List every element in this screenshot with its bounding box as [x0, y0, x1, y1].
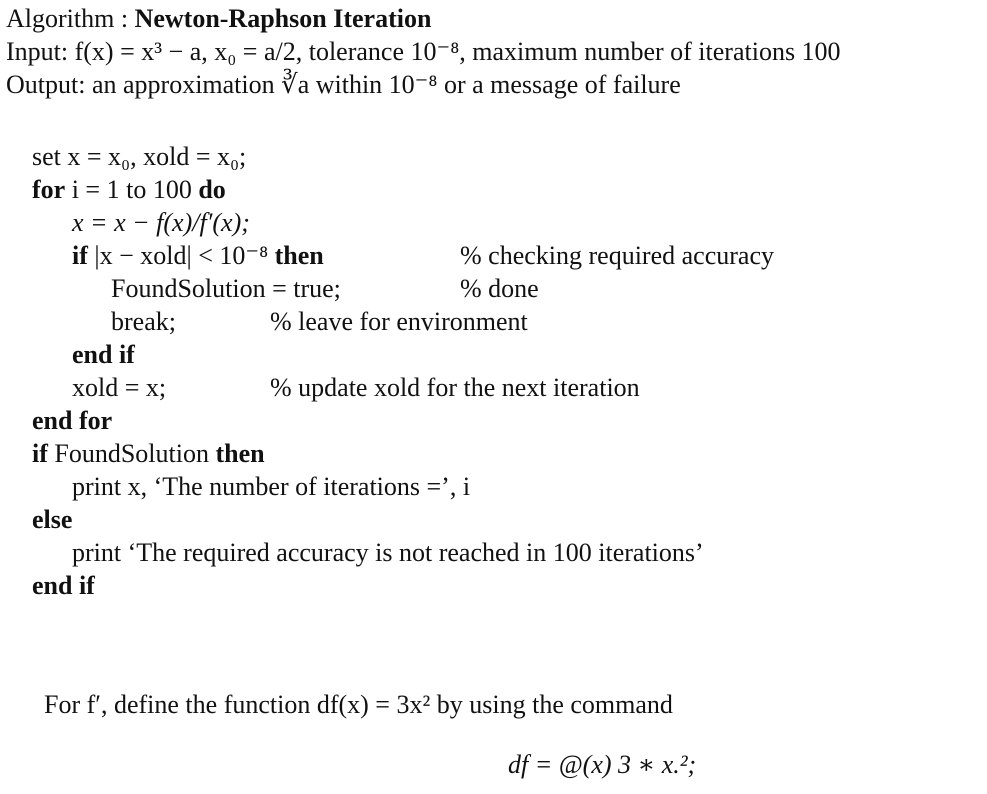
found-statement: FoundSolution = true; [111, 274, 341, 303]
comment-done: % done [460, 274, 539, 303]
code-line-set [32, 142, 246, 172]
algorithm-heading [6, 4, 431, 34]
code-line-print1 [72, 472, 470, 502]
code-line-print2 [72, 538, 704, 568]
code-line-break [111, 307, 176, 337]
define-text: For f′, define the function df(x) = 3x² by using the command [44, 690, 673, 719]
keyword-if-2: if [32, 439, 48, 468]
keyword-end-for: end for [32, 406, 113, 435]
code-line-if [72, 241, 324, 271]
keyword-then-2: then [215, 439, 265, 468]
set-statement: set x = x₀, xold = x₀; [32, 142, 247, 171]
input-line [6, 37, 841, 67]
output-line [6, 70, 681, 100]
keyword-if: if [72, 241, 88, 270]
comment-update: % update xold for the next iteration [270, 373, 640, 402]
code-line-if2 [32, 439, 265, 469]
comment-leave: % leave for environment [270, 307, 528, 336]
keyword-end-if: end if [72, 340, 135, 369]
print-success: print x, ‘The number of iterations =’, i [72, 472, 471, 501]
output-label: Output: [6, 70, 92, 99]
code-line-xold [72, 373, 166, 403]
keyword-then: then [274, 241, 324, 270]
print-failure: print ‘The required accuracy is not reached in 100 iterations’ [72, 538, 704, 567]
code-line-update [72, 208, 250, 238]
if-condition: |x − xold| < 10⁻⁸ [87, 241, 275, 270]
keyword-else: else [32, 505, 73, 534]
output-text: an approximation ∛a within 10⁻⁸ or a message of failure [91, 70, 681, 99]
input-label: Input: [6, 37, 75, 66]
keyword-end-if-2: end if [32, 571, 95, 600]
for-range: i = 1 to 100 [65, 175, 199, 204]
code-line-found [111, 274, 341, 304]
comment-check: % checking required accuracy [460, 241, 774, 270]
algorithm-title: Newton-Raphson Iteration [134, 4, 432, 33]
xold-statement: xold = x; [72, 373, 167, 402]
if2-condition: FoundSolution [47, 439, 216, 468]
command-line: df = @(x) 3 ∗ x.²; [508, 750, 697, 779]
update-statement: x = x − f(x)/f′(x); [72, 208, 250, 237]
algorithm-label: Algorithm : [6, 4, 135, 33]
keyword-for: for [32, 175, 66, 204]
break-statement: break; [111, 307, 176, 336]
code-line-for [32, 175, 226, 205]
keyword-do: do [198, 175, 226, 204]
input-text: f(x) = x³ − a, x₀ = a/2, tolerance 10⁻⁸, maximum number of iterations 100 [74, 37, 841, 66]
